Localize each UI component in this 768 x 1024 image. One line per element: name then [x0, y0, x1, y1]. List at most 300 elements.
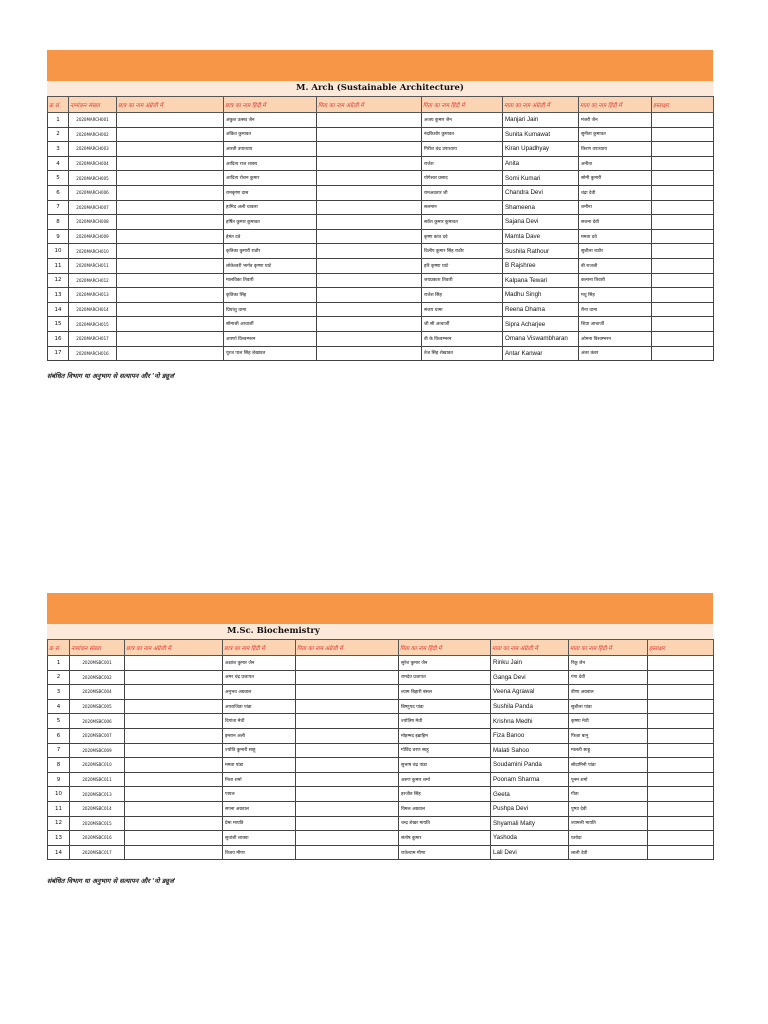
enrollment-number-cell: 2020MSBC015 — [70, 816, 125, 831]
father-name-hindi-cell: सर्वेश कुमार कुमावत — [422, 215, 503, 230]
student-name-english-cell — [117, 346, 224, 361]
father-name-english-cell — [317, 215, 422, 230]
father-name-hindi-cell: श्याम बिहारी बंसल — [399, 685, 491, 700]
table-row — [48, 258, 714, 273]
signature-cell — [648, 743, 714, 758]
signature-cell — [648, 670, 714, 685]
enrollment-number-cell: 2020MSBC010 — [70, 758, 125, 773]
father-name-hindi-cell: योगेश्वर प्रसाद — [422, 171, 503, 186]
table-row — [48, 346, 714, 361]
father-name-english-cell — [296, 831, 399, 846]
section-title: M.Sc. Biochemistry — [47, 624, 713, 639]
table-row — [48, 317, 714, 332]
mother-name-english-cell: Sushila Rathour — [503, 244, 579, 259]
father-name-english-cell — [317, 142, 422, 157]
student-name-hindi-cell: कृतिका सिंह — [224, 288, 317, 303]
mother-name-hindi-cell: किरण उपाध्याय — [579, 142, 652, 157]
serial-number-cell: 3 — [48, 142, 69, 157]
mother-name-english-cell: Veena Agrawal — [491, 685, 569, 700]
serial-number-cell: 4 — [48, 699, 70, 714]
mother-name-hindi-cell: सौदामिनी पांडा — [569, 758, 648, 773]
student-name-hindi-cell: अनुभव अग्रवाल — [223, 685, 296, 700]
mother-name-english-cell: Omana Viswambharan — [503, 331, 579, 346]
father-name-english-cell — [317, 258, 422, 273]
table-row — [48, 142, 714, 157]
student-name-english-cell — [117, 142, 224, 157]
student-name-english-cell — [117, 156, 224, 171]
mother-name-hindi-cell: अंतर कंवर — [579, 346, 652, 361]
signature-cell — [652, 200, 714, 215]
serial-number-cell: 13 — [48, 831, 70, 846]
student-name-english-cell — [125, 801, 223, 816]
father-name-english-cell — [317, 200, 422, 215]
signature-cell — [652, 244, 714, 259]
enrollment-number-cell: 2020MSBC002 — [70, 670, 125, 685]
mother-name-english-cell: Manjari Jain — [503, 113, 579, 128]
father-name-hindi-cell: ज्योतिष मेधी — [399, 714, 491, 729]
father-name-hindi-cell: विमल अग्रवाल — [399, 801, 491, 816]
student-name-english-cell — [117, 215, 224, 230]
mother-name-english-cell: Shyamali Maity — [491, 816, 569, 831]
mother-name-hindi-cell: गीता — [569, 787, 648, 802]
mother-name-hindi-cell: रीना धामा — [579, 302, 652, 317]
signature-cell — [652, 142, 714, 157]
student-name-english-cell — [125, 743, 223, 758]
student-name-english-cell — [117, 200, 224, 215]
father-name-hindi-cell: अजय कुमार जैन — [422, 113, 503, 128]
student-name-hindi-cell: अमर चंद्र प्रजापत — [223, 670, 296, 685]
serial-number-cell: 6 — [48, 185, 69, 200]
enrollment-number-cell: 2020MARCH004 — [69, 156, 117, 171]
mother-name-hindi-cell: पुष्पा देवी — [569, 801, 648, 816]
mother-name-english-cell: B Rajshree — [503, 258, 579, 273]
table-row — [48, 229, 714, 244]
mother-name-hindi-cell: शिप्रा आचार्जी — [579, 317, 652, 332]
student-name-hindi-cell: आरती उपाध्याय — [224, 142, 317, 157]
table-row — [48, 758, 714, 773]
father-name-english-cell — [296, 787, 399, 802]
student-name-english-cell — [125, 787, 223, 802]
column-header: माता का नाम अंग्रेजी में — [491, 640, 569, 656]
student-name-hindi-cell: आदित्य रोशन कुमार — [224, 171, 317, 186]
footnote: संबंधित विभाग या अनुभाग से सत्यापन और 'नो ड्यूज' — [47, 372, 176, 380]
serial-number-cell: 9 — [48, 772, 70, 787]
mother-name-english-cell: Malati Sahoo — [491, 743, 569, 758]
serial-number-cell: 16 — [48, 331, 69, 346]
enrollment-number-cell: 2020MARCH005 — [69, 171, 117, 186]
header-row — [48, 97, 714, 113]
student-name-hindi-cell: सपना अग्रवाल — [223, 801, 296, 816]
enrollment-number-cell: 2020MARCH014 — [69, 302, 117, 317]
mother-name-english-cell: Anita — [503, 156, 579, 171]
enrollment-number-cell: 2020MSBC011 — [70, 772, 125, 787]
serial-number-cell: 1 — [48, 113, 69, 128]
mother-name-hindi-cell: कृष्णा मेधी — [569, 714, 648, 729]
mother-name-hindi-cell: मधु सिंह — [579, 288, 652, 303]
mother-name-hindi-cell: सुशीला पांडा — [569, 699, 648, 714]
section-banner — [47, 593, 713, 624]
father-name-hindi-cell: सुभाष चंद्र पांडा — [399, 758, 491, 773]
column-header: माता का नाम हिंदी में — [569, 640, 648, 656]
serial-number-cell: 3 — [48, 685, 70, 700]
signature-cell — [652, 317, 714, 332]
table-row — [48, 244, 714, 259]
table-row — [48, 714, 714, 729]
enrollment-number-cell: 2020MSBC006 — [70, 714, 125, 729]
enrollment-number-cell: 2020MSBC009 — [70, 743, 125, 758]
father-name-english-cell — [317, 156, 422, 171]
signature-cell — [648, 831, 714, 846]
enrollment-number-cell: 2020MARCH007 — [69, 200, 117, 215]
father-name-english-cell — [296, 670, 399, 685]
student-table — [47, 96, 714, 361]
signature-cell — [648, 714, 714, 729]
serial-number-cell: 12 — [48, 273, 69, 288]
student-name-english-cell — [125, 816, 223, 831]
mother-name-english-cell: Sunita Kumawat — [503, 127, 579, 142]
student-name-english-cell — [125, 699, 223, 714]
mother-name-hindi-cell: शमीना — [579, 200, 652, 215]
column-header: छात्र का नाम अंग्रेजी में — [125, 640, 223, 656]
student-name-english-cell — [117, 127, 224, 142]
student-name-english-cell — [117, 185, 224, 200]
mother-name-hindi-cell: ममता दवे — [579, 229, 652, 244]
column-header: छात्र का नाम हिंदी में — [224, 97, 317, 113]
father-name-hindi-cell: संतोष कुमार — [399, 831, 491, 846]
serial-number-cell: 10 — [48, 244, 69, 259]
table-row — [48, 801, 714, 816]
serial-number-cell: 7 — [48, 743, 70, 758]
column-header: पिता का नाम अंग्रेजी में — [317, 97, 422, 113]
father-name-english-cell — [317, 127, 422, 142]
father-name-hindi-cell: हरि कृष्णा घाटे — [422, 258, 503, 273]
table-row — [48, 831, 714, 846]
student-name-hindi-cell: हामिद अली चावला — [224, 200, 317, 215]
column-header: क्र सं — [48, 640, 70, 656]
father-name-hindi-cell: दिलीप कुमार सिंह राठौर — [422, 244, 503, 259]
signature-cell — [652, 273, 714, 288]
table-row — [48, 200, 714, 215]
enrollment-number-cell: 2020MSBC014 — [70, 801, 125, 816]
table-row — [48, 656, 714, 671]
signature-cell — [648, 816, 714, 831]
student-name-hindi-cell: यूरज पाल सिंह शेखावत — [224, 346, 317, 361]
father-name-english-cell — [317, 288, 422, 303]
father-name-hindi-cell: अरुण कुमार शर्मा — [399, 772, 491, 787]
mother-name-english-cell: Pushpa Devi — [491, 801, 569, 816]
student-name-english-cell — [125, 772, 223, 787]
student-name-english-cell — [125, 714, 223, 729]
signature-cell — [648, 801, 714, 816]
table-row — [48, 670, 714, 685]
enrollment-number-cell: 2020MARCH017 — [69, 331, 117, 346]
table-row — [48, 816, 714, 831]
mother-name-hindi-cell: चंद्रा देवी — [579, 185, 652, 200]
student-name-hindi-cell: निशा शर्मा — [223, 772, 296, 787]
father-name-english-cell — [317, 244, 422, 259]
father-name-english-cell — [296, 743, 399, 758]
father-name-hindi-cell: जी सी आचार्जी — [422, 317, 503, 332]
serial-number-cell: 1 — [48, 656, 70, 671]
student-name-hindi-cell: सुधांशी शाक्या — [223, 831, 296, 846]
mother-name-english-cell: Shameena — [503, 200, 579, 215]
table-row — [48, 171, 714, 186]
column-header: पिता का नाम अंग्रेजी में — [296, 640, 399, 656]
father-name-hindi-cell: गोविंद चरण साहू — [399, 743, 491, 758]
father-name-hindi-cell: रामदेव प्रजापत — [399, 670, 491, 685]
signature-cell — [648, 656, 714, 671]
mother-name-english-cell: Chandra Devi — [503, 185, 579, 200]
father-name-hindi-cell: राधेश्याम मीणा — [399, 845, 491, 860]
column-header: छात्र का नाम अंग्रेजी में — [117, 97, 224, 113]
father-name-english-cell — [296, 758, 399, 773]
mother-name-english-cell: Geeta — [491, 787, 569, 802]
enrollment-number-cell: 2020MARCH001 — [69, 113, 117, 128]
table-row — [48, 302, 714, 317]
student-name-hindi-cell: अपराजिता पांडा — [223, 699, 296, 714]
mother-name-hindi-cell: लाली देवी — [569, 845, 648, 860]
mother-name-english-cell: Lali Devi — [491, 845, 569, 860]
mother-name-hindi-cell: सोमी कुमारी — [579, 171, 652, 186]
mother-name-english-cell: Kiran Upadhyay — [503, 142, 579, 157]
signature-cell — [652, 229, 714, 244]
serial-number-cell: 4 — [48, 156, 69, 171]
mother-name-hindi-cell: सुनीता कुमावत — [579, 127, 652, 142]
column-header: माता का नाम अंग्रेजी में — [503, 97, 579, 113]
father-name-hindi-cell: चन्द्र शेखर मायति — [399, 816, 491, 831]
enrollment-number-cell: 2020MARCH012 — [69, 273, 117, 288]
signature-cell — [652, 113, 714, 128]
student-name-hindi-cell: मालविका तिवारी — [224, 273, 317, 288]
footnote: संबंधित विभाग या अनुभाग से सत्यापन और 'नो ड्यूज' — [47, 877, 176, 885]
signature-cell — [652, 302, 714, 317]
table-row — [48, 845, 714, 860]
mother-name-hindi-cell: बी राजश्री — [579, 258, 652, 273]
mother-name-hindi-cell: अनीता — [579, 156, 652, 171]
serial-number-cell: 6 — [48, 728, 70, 743]
father-name-hindi-cell: तेज सिंह शेखावत — [422, 346, 503, 361]
father-name-english-cell — [317, 346, 422, 361]
father-name-hindi-cell: कृष्ण कांत दवे — [422, 229, 503, 244]
serial-number-cell: 17 — [48, 346, 69, 361]
section-banner — [47, 50, 713, 81]
enrollment-number-cell: 2020MSBC016 — [70, 831, 125, 846]
student-name-english-cell — [125, 758, 223, 773]
serial-number-cell: 15 — [48, 317, 69, 332]
student-name-english-cell — [125, 728, 223, 743]
student-name-hindi-cell: प्रेमा मायति — [223, 816, 296, 831]
column-header: माता का नाम हिंदी में — [579, 97, 652, 113]
header-row — [48, 640, 714, 656]
serial-number-cell: 8 — [48, 758, 70, 773]
signature-cell — [652, 171, 714, 186]
enrollment-number-cell: 2020MSBC005 — [70, 699, 125, 714]
father-name-hindi-cell: बिष्णुपद पांडा — [399, 699, 491, 714]
serial-number-cell: 5 — [48, 171, 69, 186]
mother-name-hindi-cell: पूनम शर्मा — [569, 772, 648, 787]
student-name-english-cell — [125, 685, 223, 700]
father-name-english-cell — [317, 229, 422, 244]
signature-cell — [652, 185, 714, 200]
student-name-english-cell — [125, 831, 223, 846]
mother-name-english-cell: Somi Kumari — [503, 171, 579, 186]
enrollment-number-cell: 2020MSBC007 — [70, 728, 125, 743]
enrollment-number-cell: 2020MARCH008 — [69, 215, 117, 230]
serial-number-cell: 2 — [48, 127, 69, 142]
father-name-english-cell — [296, 772, 399, 787]
student-name-hindi-cell: दिगांता मेधी — [223, 714, 296, 729]
mother-name-hindi-cell: सुशीला राठौर — [579, 244, 652, 259]
signature-cell — [652, 288, 714, 303]
student-name-english-cell — [117, 288, 224, 303]
father-name-english-cell — [317, 171, 422, 186]
student-name-english-cell — [125, 656, 223, 671]
father-name-english-cell — [317, 185, 422, 200]
serial-number-cell: 14 — [48, 302, 69, 317]
serial-number-cell: 7 — [48, 200, 69, 215]
table-row — [48, 787, 714, 802]
student-name-hindi-cell: अपर्णा विश्वम्भरन — [224, 331, 317, 346]
table-row — [48, 331, 714, 346]
student-name-hindi-cell: विजय मीणा — [223, 845, 296, 860]
student-name-english-cell — [117, 244, 224, 259]
mother-name-english-cell: Soudamini Panda — [491, 758, 569, 773]
father-name-hindi-cell: संजय धामा — [422, 302, 503, 317]
student-name-hindi-cell: प्रियांशु धामा — [224, 302, 317, 317]
mother-name-english-cell: Poonam Sharma — [491, 772, 569, 787]
father-name-english-cell — [296, 699, 399, 714]
table-row — [48, 185, 714, 200]
signature-cell — [652, 215, 714, 230]
enrollment-number-cell: 2020MARCH009 — [69, 229, 117, 244]
enrollment-number-cell: 2020MARCH015 — [69, 317, 117, 332]
father-name-english-cell — [317, 273, 422, 288]
mother-name-english-cell: Krishna Medhi — [491, 714, 569, 729]
enrollment-number-cell: 2020MARCH016 — [69, 346, 117, 361]
father-name-english-cell — [296, 816, 399, 831]
father-name-english-cell — [296, 845, 399, 860]
student-name-english-cell — [117, 171, 224, 186]
student-name-english-cell — [117, 229, 224, 244]
father-name-english-cell — [317, 113, 422, 128]
serial-number-cell: 2 — [48, 670, 70, 685]
mother-name-hindi-cell: श्यामली मायति — [569, 816, 648, 831]
mother-name-hindi-cell: ओमना विश्वम्भरन — [579, 331, 652, 346]
column-header: नामांकन संख्या — [69, 97, 117, 113]
mother-name-hindi-cell: कल्पना तिवारी — [579, 273, 652, 288]
signature-cell — [648, 728, 714, 743]
student-name-hindi-cell: सौमाश्री आचार्जी — [224, 317, 317, 332]
mother-name-hindi-cell: वीणा अग्रवाल — [569, 685, 648, 700]
student-name-english-cell — [117, 273, 224, 288]
table-body — [48, 113, 714, 361]
father-name-english-cell — [296, 685, 399, 700]
serial-number-cell: 12 — [48, 816, 70, 831]
signature-cell — [648, 845, 714, 860]
column-header: पिता का नाम हिंदी में — [399, 640, 491, 656]
mother-name-hindi-cell: गंगा देवी — [569, 670, 648, 685]
serial-number-cell: 9 — [48, 229, 69, 244]
column-header: हस्ताक्षर — [648, 640, 714, 656]
mother-name-english-cell: Mamta Dave — [503, 229, 579, 244]
mother-name-hindi-cell: सजना देवी — [579, 215, 652, 230]
serial-number-cell: 14 — [48, 845, 70, 860]
column-header: हस्ताक्षर — [652, 97, 714, 113]
father-name-hindi-cell: हरजीत सिंह — [399, 787, 491, 802]
father-name-hindi-cell: गिरीश चंद्र उपाध्याय — [422, 142, 503, 157]
mother-name-english-cell: Madhu Singh — [503, 288, 579, 303]
father-name-english-cell — [296, 728, 399, 743]
mother-name-hindi-cell: यशोदा — [569, 831, 648, 846]
student-table — [47, 639, 714, 860]
enrollment-number-cell: 2020MARCH006 — [69, 185, 117, 200]
signature-cell — [652, 331, 714, 346]
serial-number-cell: 8 — [48, 215, 69, 230]
table-row — [48, 772, 714, 787]
table-row — [48, 113, 714, 128]
father-name-hindi-cell: सुरेश कुमार जैन — [399, 656, 491, 671]
table-row — [48, 728, 714, 743]
student-name-english-cell — [117, 302, 224, 317]
serial-number-cell: 5 — [48, 714, 70, 729]
father-name-hindi-cell: सलमान — [422, 200, 503, 215]
table-row — [48, 743, 714, 758]
signature-cell — [648, 772, 714, 787]
father-name-english-cell — [317, 302, 422, 317]
mother-name-hindi-cell: फिज़ा बानू — [569, 728, 648, 743]
mother-name-english-cell: Yashoda — [491, 831, 569, 846]
mother-name-hindi-cell: मालती साहू — [569, 743, 648, 758]
signature-cell — [648, 787, 714, 802]
mother-name-hindi-cell: मंजरी जैन — [579, 113, 652, 128]
father-name-english-cell — [317, 331, 422, 346]
serial-number-cell: 13 — [48, 288, 69, 303]
serial-number-cell: 11 — [48, 258, 69, 273]
father-name-hindi-cell: राजेश सिंह — [422, 288, 503, 303]
signature-cell — [648, 699, 714, 714]
mother-name-english-cell: Ganga Devi — [491, 670, 569, 685]
mother-name-english-cell: Rinku Jain — [491, 656, 569, 671]
table-body — [48, 656, 714, 860]
mother-name-english-cell: Sipra Acharjee — [503, 317, 579, 332]
mother-name-english-cell: Antar Kanwar — [503, 346, 579, 361]
section-title: M. Arch (Sustainable Architecture) — [47, 81, 713, 96]
student-name-english-cell — [125, 845, 223, 860]
column-header: क्र सं — [48, 97, 69, 113]
table-row — [48, 127, 714, 142]
student-name-hindi-cell: हर्षित कुमार कुमावत — [224, 215, 317, 230]
enrollment-number-cell: 2020MARCH010 — [69, 244, 117, 259]
mother-name-english-cell: Sajana Devi — [503, 215, 579, 230]
father-name-hindi-cell: नंदकिशोर कुमावत — [422, 127, 503, 142]
father-name-hindi-cell: वी के विश्वम्भरन — [422, 331, 503, 346]
table-row — [48, 685, 714, 700]
table-row — [48, 215, 714, 230]
signature-cell — [652, 346, 714, 361]
father-name-hindi-cell: राजेश — [422, 156, 503, 171]
father-name-hindi-cell: जयप्रकाश तिवारी — [422, 273, 503, 288]
enrollment-number-cell: 2020MSBC013 — [70, 787, 125, 802]
father-name-english-cell — [317, 317, 422, 332]
father-name-hindi-cell: मोहम्मद इब्राहिम — [399, 728, 491, 743]
enrollment-number-cell: 2020MSBC001 — [70, 656, 125, 671]
student-name-english-cell — [117, 258, 224, 273]
student-name-hindi-cell: ज्योति कुमारी साहू — [223, 743, 296, 758]
student-name-hindi-cell: रामकृष्ण दास — [224, 185, 317, 200]
signature-cell — [652, 156, 714, 171]
student-name-hindi-cell: हेमंत दवे — [224, 229, 317, 244]
table-row — [48, 288, 714, 303]
